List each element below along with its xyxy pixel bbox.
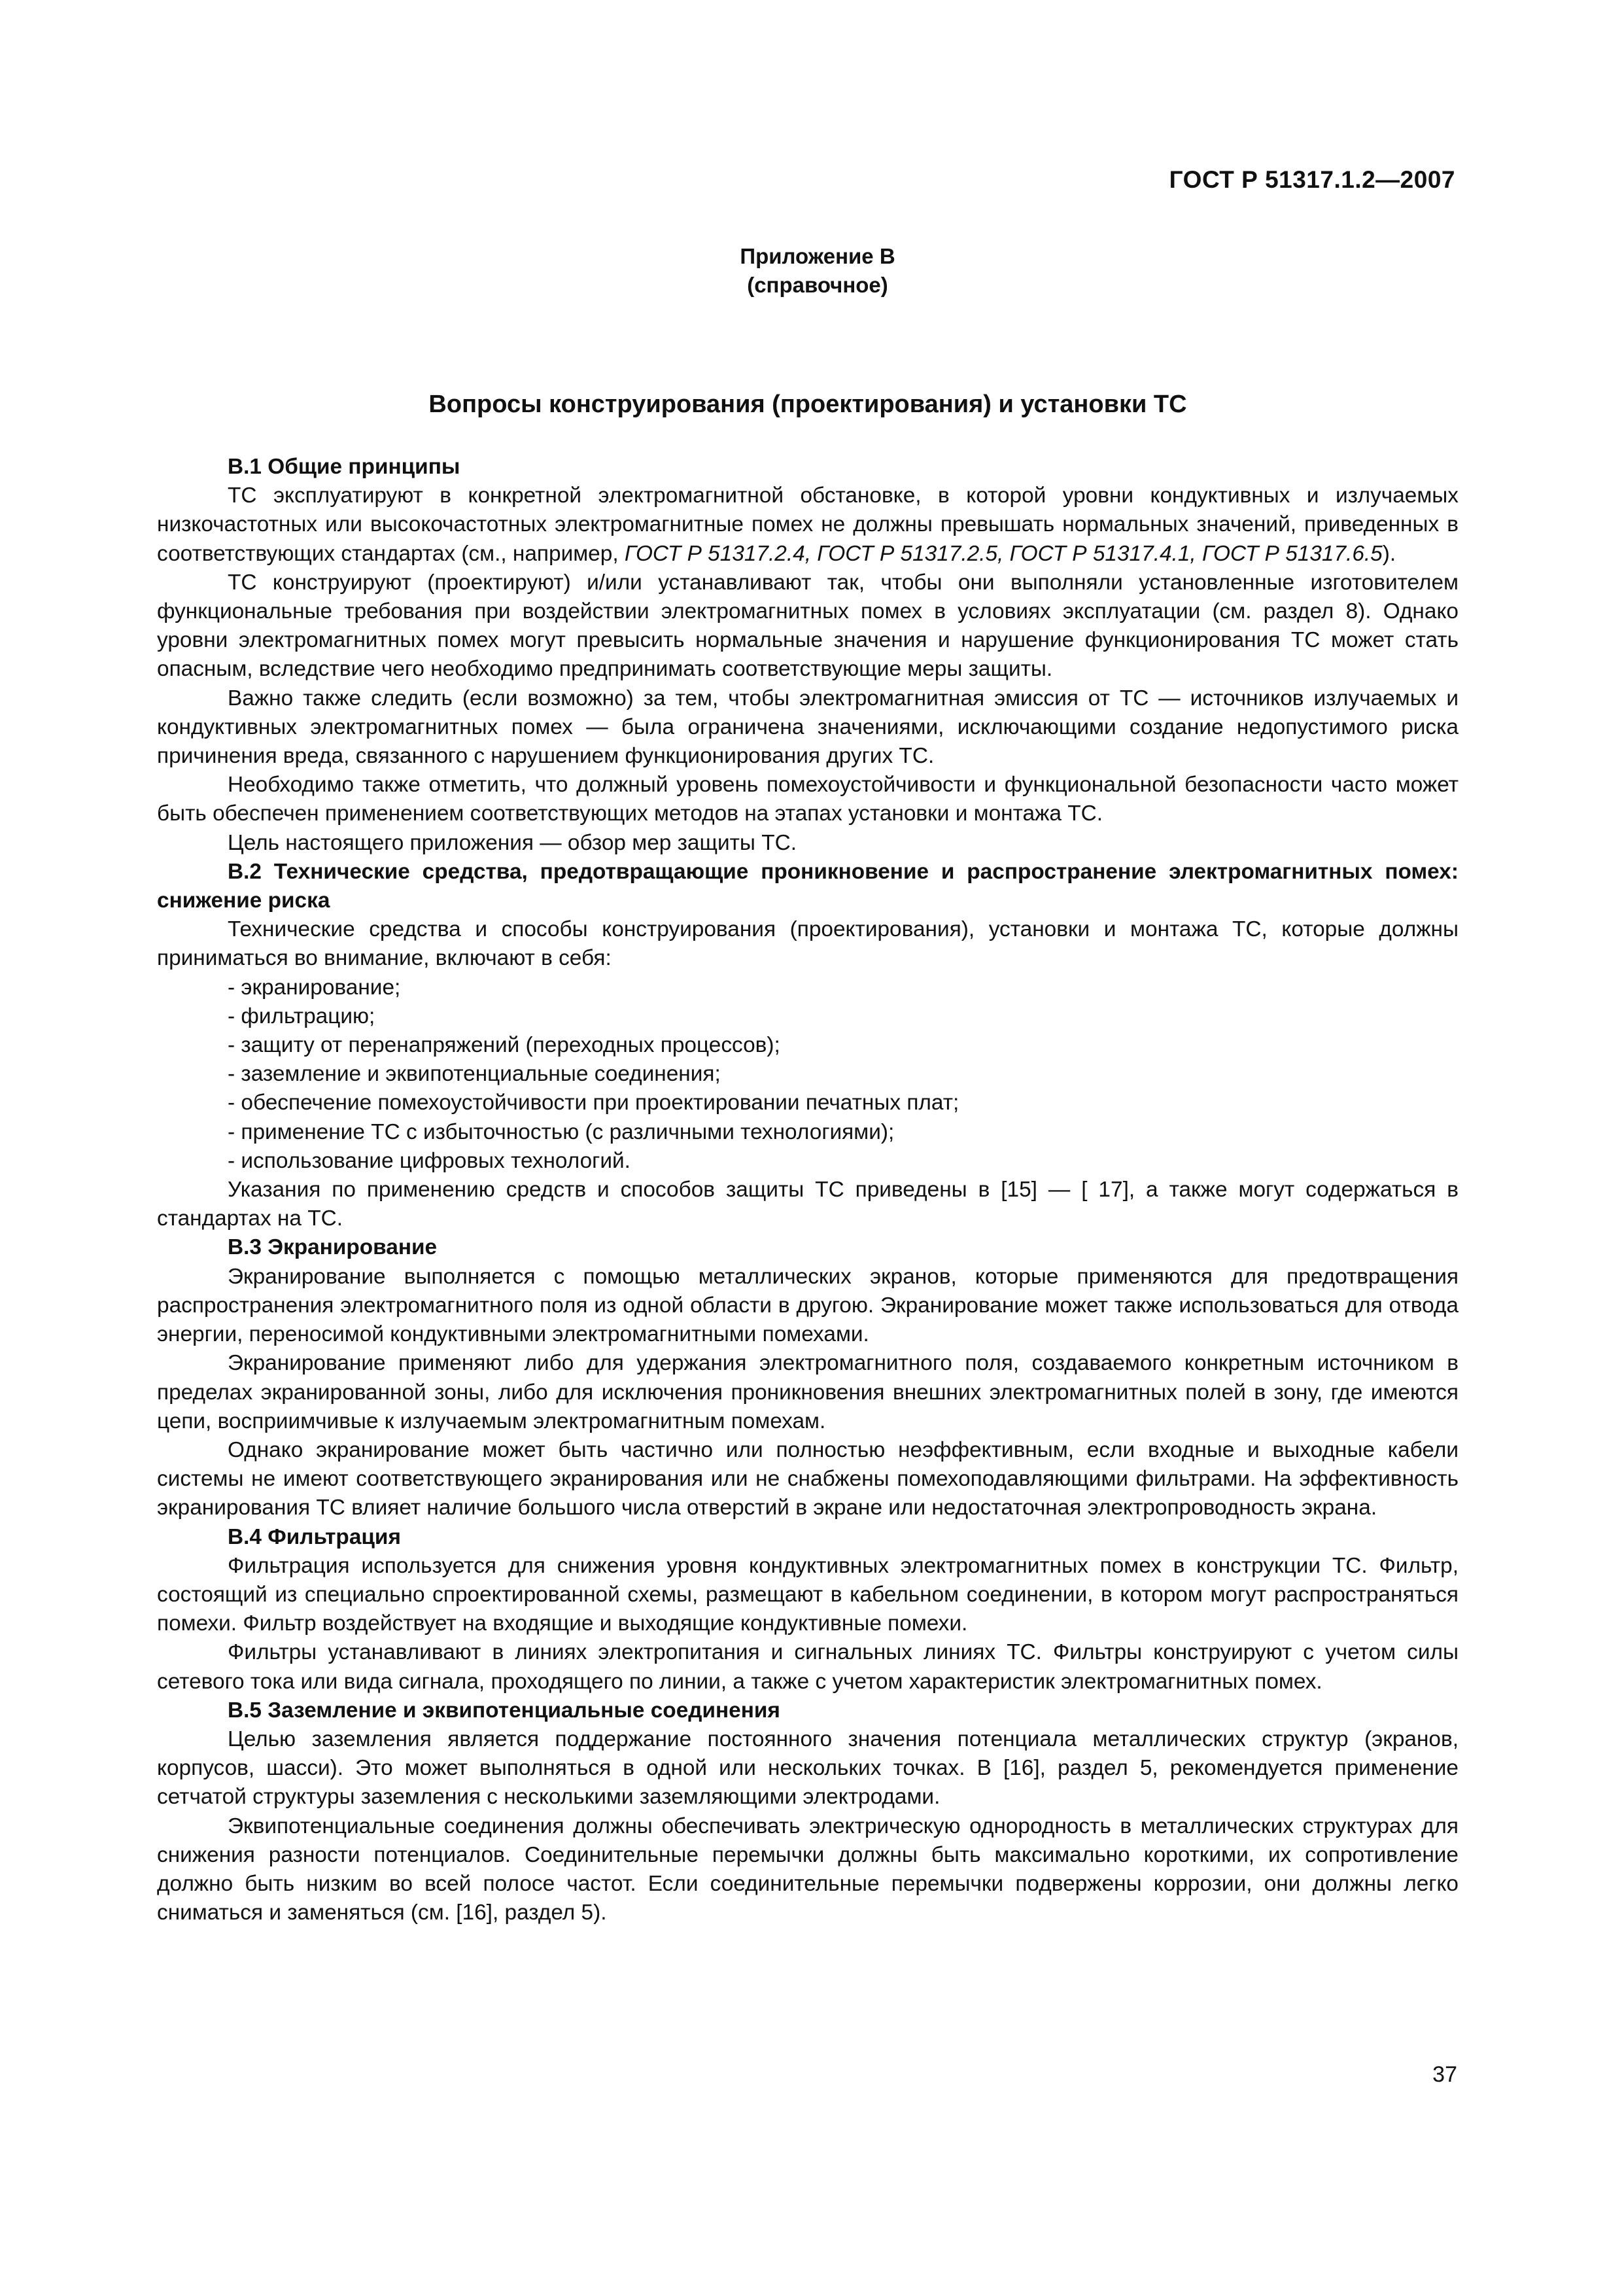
paragraph: [157, 482, 1459, 569]
paragraph: Эквипотенциальные соединения должны обеспечивать электрическую однородность в металлических структурах для снижения разности потенциалов. Соединительные перемычки должны быть максимально короткими, их сопротивление должно быть низким во всей полосе частот. Если соединительные перемычки подвержены коррозии, они должны легко сниматься и заменяться (см. [16], раздел 5).: [157, 1813, 1459, 1925]
paragraph-text: ).: [1382, 541, 1396, 566]
paragraph: Экранирование применяют либо для удержания электромагнитного поля, создаваемого конкретным источником в пределах экранированной зоны, либо для исключения проникновения внешних электромагнитных полей в зону, где имеются цепи, восприимчивые к излучаемым электромагнитным помехам.: [157, 1351, 1459, 1433]
list-item: - применение ТС с избыточностью (с различными технологиями);: [157, 1118, 1459, 1147]
appendix-title: Вопросы конструирования (проектирования) и установки ТС: [428, 391, 1187, 418]
list-item: - экранирование;: [157, 973, 1459, 1002]
paragraph: Экранирование выполняется с помощью металлических экранов, которые применяются для предотвращения распространения электромагнитного поля из одной области в другою. Экранирование может также использоваться для отвода энергии, переносимой кондуктивными электромагнитными помехами.: [157, 1264, 1459, 1347]
paragraph: Фильтрация используется для снижения уровня кондуктивных электромагнитных помех в конструкции ТС. Фильтр, состоящий из специально спроектированной схемы, размещают в кабельном соединении, в котором могут распространяться помехи. Фильтр воздействует на входящие и выходящие кондуктивные помехи.: [157, 1553, 1459, 1636]
paragraph: Целью заземления является поддержание постоянного значения потенциала металлических структур (экранов, корпусов, шасси). Это может выполняться в одной или нескольких точках. В [16], раздел 5, рекомендуется применение сетчатой структуры заземления с несколькими заземляющими электродами.: [157, 1726, 1459, 1810]
paragraph: Однако экранирование может быть частично или полностью неэффективным, если входные и выходные кабели системы не имеют соответствующего экранирования или не снабжены помехоподавляющими фильтрами. На эффективность экранирования ТС влияет наличие большого числа отверстий в экране или недостаточная электропроводность экрана.: [157, 1437, 1459, 1520]
standard-references: ГОСТ Р 51317.2.4, ГОСТ Р 51317.2.5, ГОСТ Р 51317.4.1, ГОСТ Р 51317.6.5: [624, 541, 1383, 566]
section-heading-b4: В.4 Фильтрация: [228, 1524, 401, 1549]
list-item: - заземление и эквипотенциальные соединения;: [157, 1060, 1459, 1089]
paragraph: Важно также следить (если возможно) за тем, чтобы электромагнитная эмиссия от ТС — источников излучаемых и кондуктивных электромагнитных помех — была ограничена значениями, исключающими создание недопустимого риска причинения вреда, связанного с нарушением функционирования других ТС.: [157, 686, 1459, 769]
list-item: - использование цифровых технологий.: [157, 1147, 1459, 1176]
paragraph: Технические средства и способы конструирования (проектирования), установки и монтажа ТС, которые должны приниматься во внимание, включают в себя:: [157, 917, 1459, 971]
paragraph: Указания по применению средств и способов защиты ТС приведены в [15] — [ 17], а также могут содержаться в стандартах на ТС.: [157, 1178, 1459, 1231]
paragraph: Цель настоящего приложения — обзор мер защиты ТС.: [228, 830, 797, 855]
appendix-label: Приложение В: [740, 244, 895, 268]
page-number: 37: [1432, 2062, 1457, 2087]
document-body: [157, 453, 1459, 1927]
appendix-heading: [654, 242, 981, 300]
appendix-status: (справочное): [747, 273, 888, 297]
section-heading-b5: В.5 Заземление и эквипотенциальные соединения: [228, 1698, 780, 1723]
section-heading-b1: В.1 Общие принципы: [228, 455, 460, 479]
paragraph-text: ТС эксплуатируют в конкретной электромагнитной обстановке, в которой уровни кондуктивных и излучаемых низкочастотных или высокочастотных электромагнитные помех не должны превышать нормальных значений, приведенных в соответствующих стандартах (см., например,: [157, 483, 1459, 566]
list-item: - защиту от перенапряжений (переходных процессов);: [157, 1031, 1459, 1060]
section-heading-b2: В.2 Технические средства, предотвращающие проникновение и распространение электромагнитных помех: снижение риска: [157, 859, 1459, 913]
paragraph: Фильтры устанавливают в линиях электропитания и сигнальных линиях ТС. Фильтры конструируют с учетом силы сетевого тока или вида сигнала, проходящего по линии, а также с учетом характеристик электромагнитных помех.: [157, 1640, 1459, 1694]
paragraph: Необходимо также отметить, что должный уровень помехоустойчивости и функциональной безопасности часто может быть обеспечен применением соответствующих методов на этапах установки и монтажа ТС.: [157, 773, 1459, 826]
standard-code-header: ГОСТ Р 51317.1.2—2007: [1169, 166, 1455, 193]
section-heading-b3: В.3 Экранирование: [228, 1235, 438, 1260]
paragraph: ТС конструируют (проектируют) и/или устанавливают так, чтобы они выполняли установленные изготовителем функциональные требования при воздействии электромагнитных помех в условиях эксплуатации (см. раздел 8). Однако уровни электромагнитных помех могут превысить нормальные значения и нарушение функционирования ТС может стать опасным, вследствие чего необходимо предпринимать соответствующие меры защиты.: [157, 570, 1459, 682]
protection-methods-list: [157, 973, 1459, 1176]
list-item: - обеспечение помехоустойчивости при проектировании печатных плат;: [157, 1089, 1459, 1117]
list-item: - фильтрацию;: [157, 1002, 1459, 1031]
